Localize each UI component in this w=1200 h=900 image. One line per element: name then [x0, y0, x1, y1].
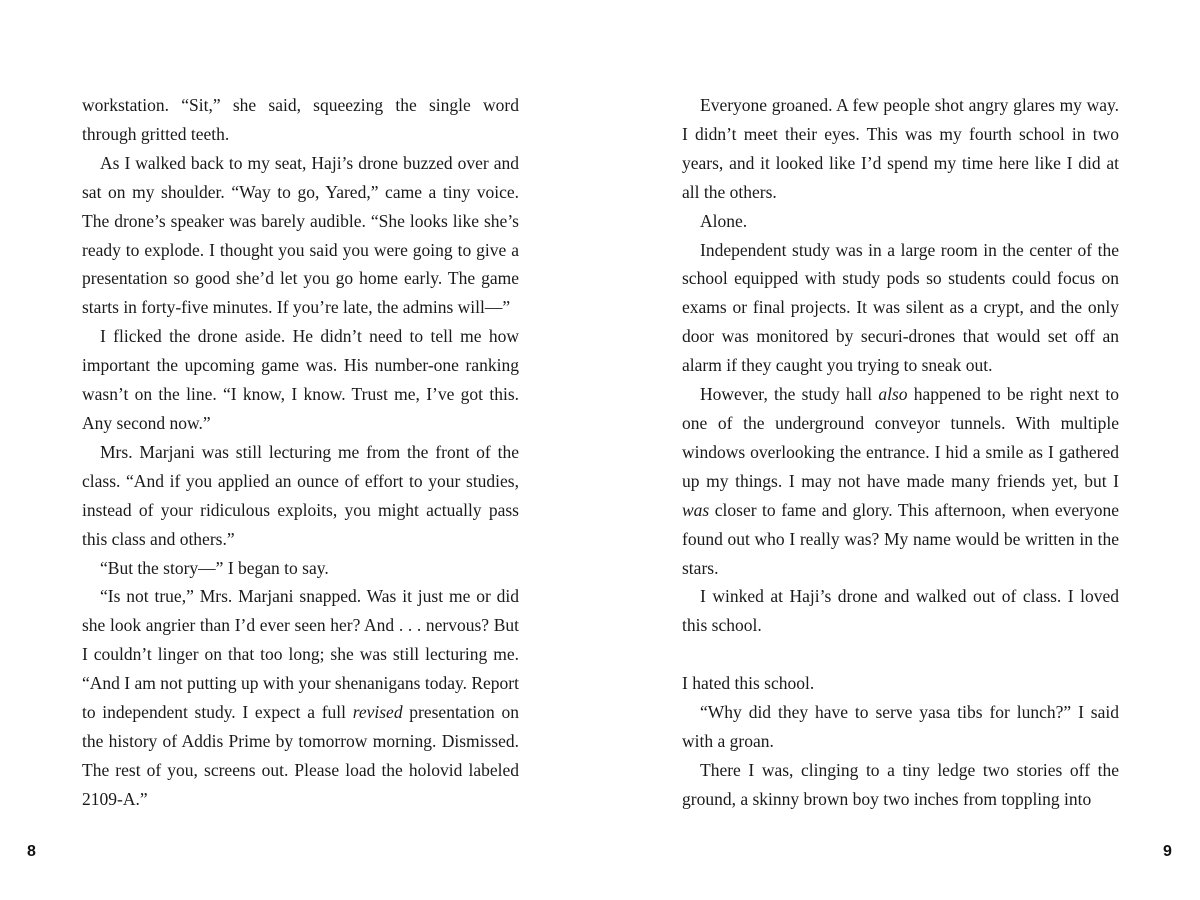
text-run: However, the study hall — [700, 384, 879, 405]
right-page — [682, 91, 1119, 814]
paragraph: As I walked back to my seat, Haji’s drone buzzed over and sat on my shoulder. “Way to go, Yared,” came a tiny voice. The drone’s speaker was barely audible. “She looks like she’s ready to explode. I thought you said you were going to give a presentation so good she’d let you go home early. The game starts in forty-five minutes. If you’re late, the admins will—” — [82, 152, 519, 318]
paragraph: workstation. “Sit,” she said, squeezing the single word through gritted teeth. — [82, 95, 519, 144]
page-number: 9 — [1163, 843, 1172, 860]
emphasis: revised — [352, 702, 403, 723]
paragraph: Alone. — [700, 210, 748, 231]
page-number: 8 — [27, 843, 36, 860]
paragraph: There I was, clinging to a tiny ledge two stories off the ground, a skinny brown boy two inches from toppling into — [682, 759, 1119, 809]
paragraph: I flicked the drone aside. He didn’t need to tell me how important the upcoming game was. His number-one ranking wasn’t on the line. “I know, I know. Trust me, I’ve got this. Any second now.” — [82, 326, 519, 433]
emphasis: also — [878, 384, 908, 405]
left-page — [82, 91, 519, 814]
paragraph — [82, 582, 519, 813]
emphasis: was — [682, 499, 710, 520]
text-run: closer to fame and glory. This afternoon, when everyone found out who I really was? My name would be written in the stars. — [682, 499, 1119, 578]
paragraph: Everyone groaned. A few people shot angry glares my way. I didn’t meet their eyes. This was my fourth school in two years, and it looked like I’d spend my time here like I did at all the others. — [682, 95, 1119, 202]
text-run: happened to be right next to one of the underground conveyor tunnels. With multiple windows overlooking the entrance. I hid a smile as I gathered up my things. I may not have made many friends yet, but I — [682, 384, 1119, 491]
text-run: “Is not true,” Mrs. Marjani snapped. Was it just me or did she look angrier than I’d ever seen her? And . . . nervous? But I couldn’t linger on that too long; she was still lecturing me. “And I am not putting up with your shenanigans today. Report to independent study. I expect a full — [82, 586, 519, 723]
scene-break — [682, 640, 1119, 669]
text-run: presentation on the history of Addis Prime by tomorrow morning. Dismissed. The rest of you, screens out. Please load the holovid labeled 2109-A.” — [82, 702, 519, 809]
paragraph: “But the story—” I began to say. — [100, 557, 329, 578]
paragraph — [682, 380, 1119, 582]
paragraph: I winked at Haji’s drone and walked out of class. I loved this school. — [682, 586, 1119, 636]
paragraph: I hated this school. — [682, 673, 815, 694]
paragraph: Independent study was in a large room in the center of the school equipped with study pods so students could focus on exams or final projects. It was silent as a crypt, and the only door was monitored by securi-drones that would set off an alarm if they caught you trying to sneak out. — [682, 239, 1119, 376]
paragraph: “Why did they have to serve yasa tibs for lunch?” I said with a groan. — [682, 702, 1119, 751]
paragraph: Mrs. Marjani was still lecturing me from the front of the class. “And if you applied an ounce of effort to your studies, instead of your ridiculous exploits, you might actually pass this class and others.” — [82, 441, 519, 549]
